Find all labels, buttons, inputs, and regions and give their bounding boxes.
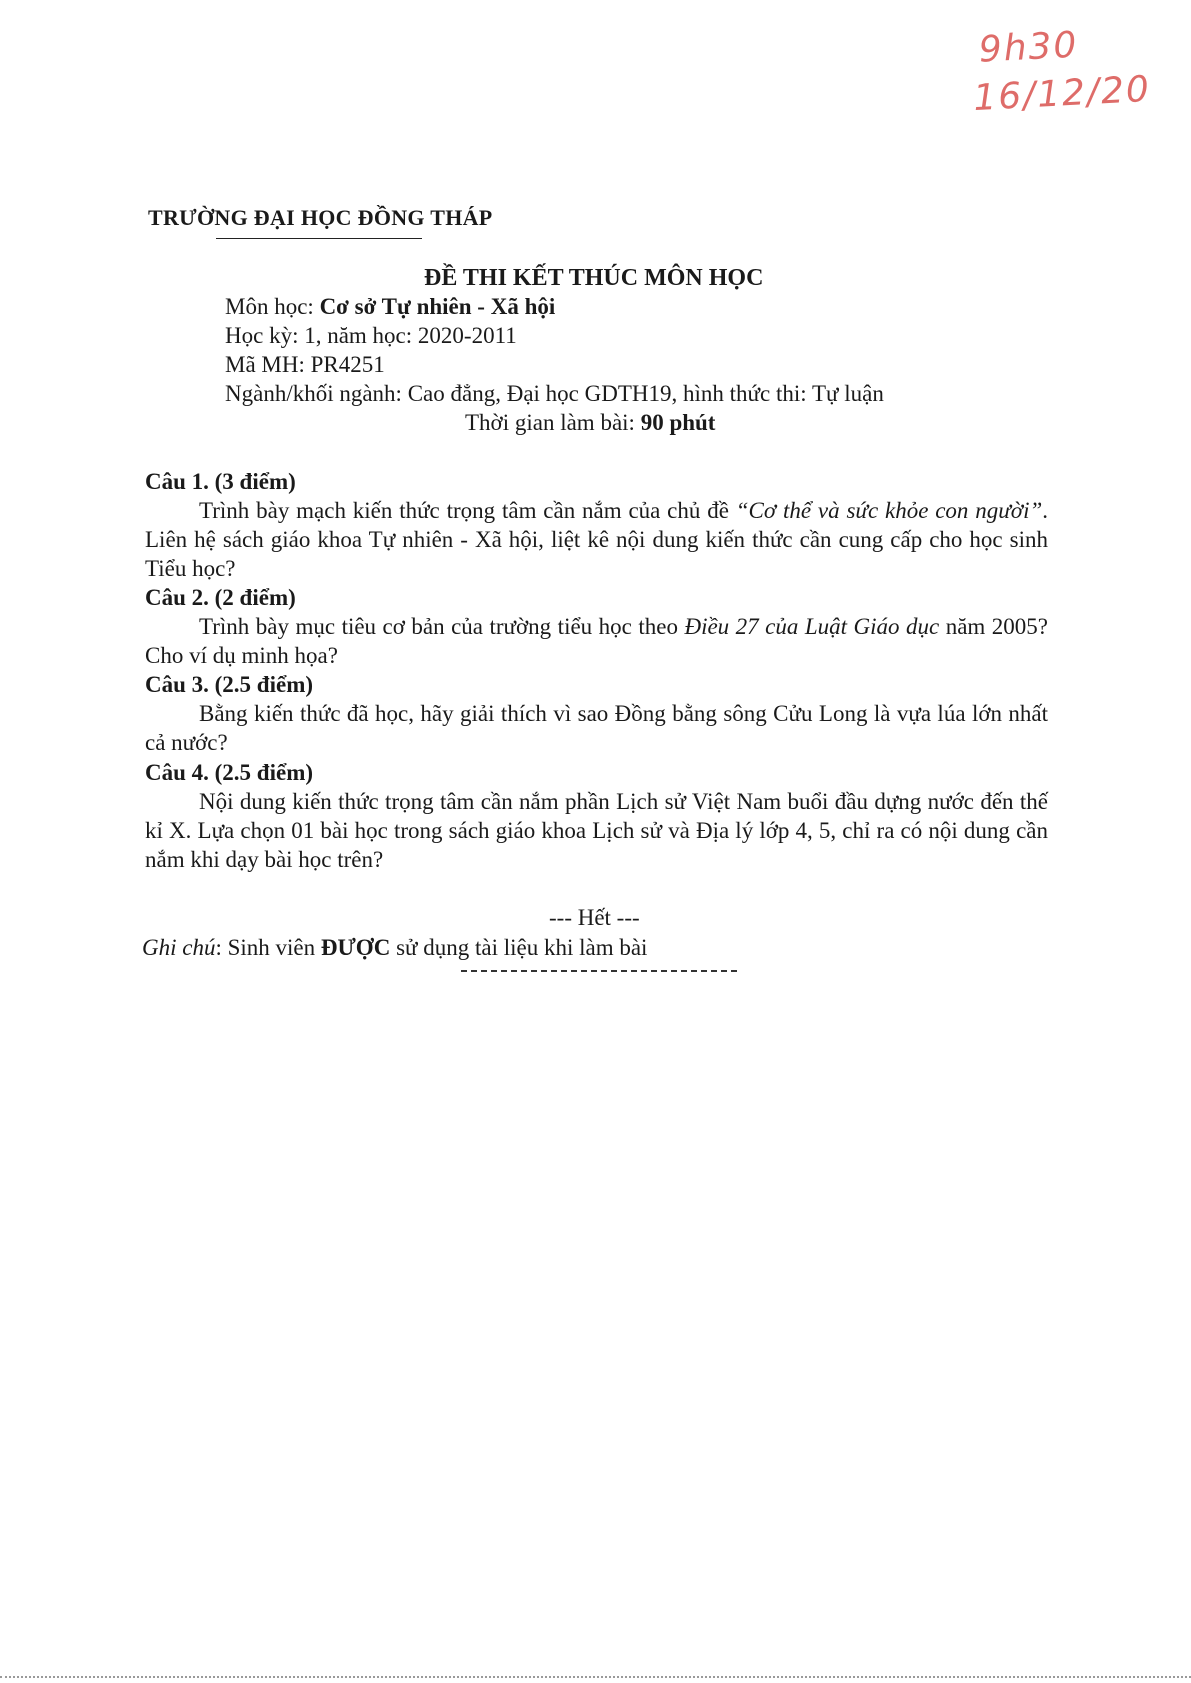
scan-bottom-edge (0, 1676, 1191, 1678)
subject-label: Môn học: (225, 294, 320, 319)
question-body: Nội dung kiến thức trọng tâm cần nắm phần Lịch sử Việt Nam buổi đầu dựng nước đến thế kỉ X. Lựa chọn 01 bài học trong sách giáo khoa Lịch sử và Địa lý lớp 4, 5, chỉ ra có nội dung cần nắm khi dạy bài học trên? (145, 789, 1048, 872)
school-underline (216, 238, 422, 239)
duration-label: Thời gian làm bài: (465, 410, 641, 435)
question-heading: Câu 2. (2 điểm) (145, 585, 296, 610)
dashed-divider (461, 970, 737, 972)
question-italic-text: “Cơ thể và sức khỏe con người” (735, 498, 1043, 523)
school-name: TRƯỜNG ĐẠI HỌC ĐỒNG THÁP (148, 205, 493, 230)
exam-title: ĐỀ THI KẾT THÚC MÔN HỌC (424, 265, 764, 291)
footer-note (142, 935, 647, 961)
handwritten-date: 16/12/20 (972, 68, 1152, 120)
question-heading: Câu 4. (2.5 điểm) (145, 760, 314, 785)
handwritten-time: 9h30 (977, 24, 1080, 71)
question-2 (145, 583, 1048, 670)
end-mark: --- Hết --- (549, 905, 640, 930)
question-text-tail: . Liên hệ sách giáo khoa Tự nhiên - Xã hội, liệt kê nội dung kiến thức cần cung cấp cho học sinh Tiểu học? (145, 498, 1049, 581)
subject-row (225, 292, 884, 321)
note-rest: sử dụng tài liệu khi làm bài (390, 935, 648, 960)
major-row: Ngành/khối ngành: Cao đẳng, Đại học GDTH19, hình thức thi: Tự luận (225, 381, 884, 406)
question-text: Trình bày mục tiêu cơ bản của trường tiểu học theo (199, 614, 685, 639)
semester-row: Học kỳ: 1, năm học: 2020-2011 (225, 323, 517, 348)
question-body (145, 612, 1048, 670)
subject-value: Cơ sở Tự nhiên - Xã hội (319, 294, 556, 319)
question-heading: Câu 3. (2.5 điểm) (145, 672, 314, 697)
duration-value: 90 phút (640, 410, 716, 435)
note-emphasis: ĐƯỢC (320, 935, 391, 960)
exam-meta (225, 292, 884, 408)
note-colon: : Sinh viên (215, 935, 321, 960)
course-code-row: Mã MH: PR4251 (225, 352, 385, 377)
note-label: Ghi chú (142, 935, 216, 960)
question-italic-text: Điều 27 của Luật Giáo dục (684, 614, 940, 639)
question-1 (145, 467, 1048, 583)
question-body (145, 496, 1048, 583)
question-text: Trình bày mạch kiến thức trọng tâm cần nắm của chủ đề (199, 498, 736, 523)
handwritten-note (972, 17, 1163, 122)
question-heading: Câu 1. (3 điểm) (145, 469, 296, 494)
question-text-tail: năm 2005? Cho ví dụ minh họa? (145, 614, 1049, 668)
question-3 (145, 670, 1048, 757)
question-body: Bằng kiến thức đã học, hãy giải thích vì sao Đồng bằng sông Cửu Long là vựa lúa lớn nhất cả nước? (145, 701, 1048, 755)
question-4 (145, 758, 1048, 874)
duration-row (465, 410, 715, 436)
